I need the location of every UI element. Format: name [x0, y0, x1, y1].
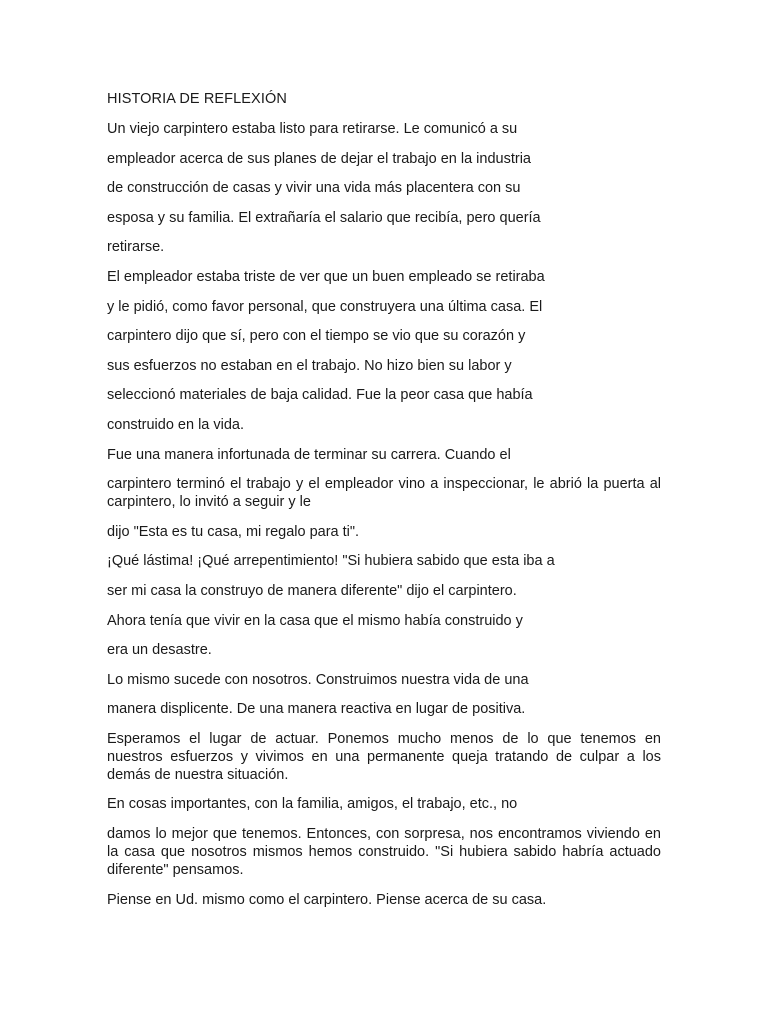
paragraph-block: carpintero terminó el trabajo y el empleador vino a inspeccionar, le abrió la puerta al carpintero, lo invitó a seguir y le — [107, 476, 661, 511]
text-line: Lo mismo sucede con nosotros. Construimos nuestra vida de una — [107, 671, 529, 688]
document-title: HISTORIA DE REFLEXIÓN — [107, 91, 287, 107]
text-lines-group-1 — [107, 120, 661, 909]
text-line: empleador acerca de sus planes de dejar el trabajo en la industria — [107, 150, 531, 167]
text-line: manera displicente. De una manera reactiva en lugar de positiva. — [107, 701, 526, 718]
text-line: ser mi casa la construyo de manera diferente" dijo el carpintero. — [107, 582, 517, 599]
text-line: seleccionó materiales de baja calidad. Fue la peor casa que había — [107, 387, 533, 404]
text-line: construido en la vida. — [107, 416, 245, 433]
text-line: carpintero dijo que sí, pero con el tiempo se vio que su corazón y — [107, 328, 526, 345]
text-line: ¡Qué lástima! ¡Qué arrepentimiento! "Si hubiera sabido que esta iba a — [107, 553, 555, 570]
text-line: El empleador estaba triste de ver que un buen empleado se retiraba — [107, 268, 545, 285]
paragraph-block: damos lo mejor que tenemos. Entonces, con sorpresa, nos encontramos viviendo en la casa que nosotros mismos hemos construido. "Si hubiera sabido habría actuado diferente" pensamos. — [107, 826, 661, 879]
text-line: Ahora tenía que vivir en la casa que el mismo había construido y — [107, 612, 523, 629]
text-line: Piense en Ud. mismo como el carpintero. Piense acerca de su casa. — [107, 891, 547, 908]
text-line: En cosas importantes, con la familia, amigos, el trabajo, etc., no — [107, 796, 518, 813]
text-line: Fue una manera infortunada de terminar su carrera. Cuando el — [107, 446, 511, 463]
text-line: y le pidió, como favor personal, que construyera una última casa. El — [107, 298, 543, 315]
text-line: Un viejo carpintero estaba listo para retirarse. Le comunicó a su — [107, 121, 518, 137]
paragraph-block: Esperamos el lugar de actuar. Ponemos mucho menos de lo que tenemos en nuestros esfuerzos y vivimos en una permanente queja tratando de culpar a los demás de nuestra situación. — [107, 730, 661, 783]
text-line: dijo "Esta es tu casa, mi regalo para ti". — [107, 523, 360, 540]
text-line: sus esfuerzos no estaban en el trabajo. No hizo bien su labor y — [107, 357, 512, 374]
text-line: de construcción de casas y vivir una vida más placentera con su — [107, 180, 521, 197]
text-line: retirarse. — [107, 239, 165, 256]
document-body — [107, 90, 661, 909]
text-line: esposa y su familia. El extrañaría el salario que recibía, pero quería — [107, 209, 541, 226]
text-line: era un desastre. — [107, 642, 212, 659]
